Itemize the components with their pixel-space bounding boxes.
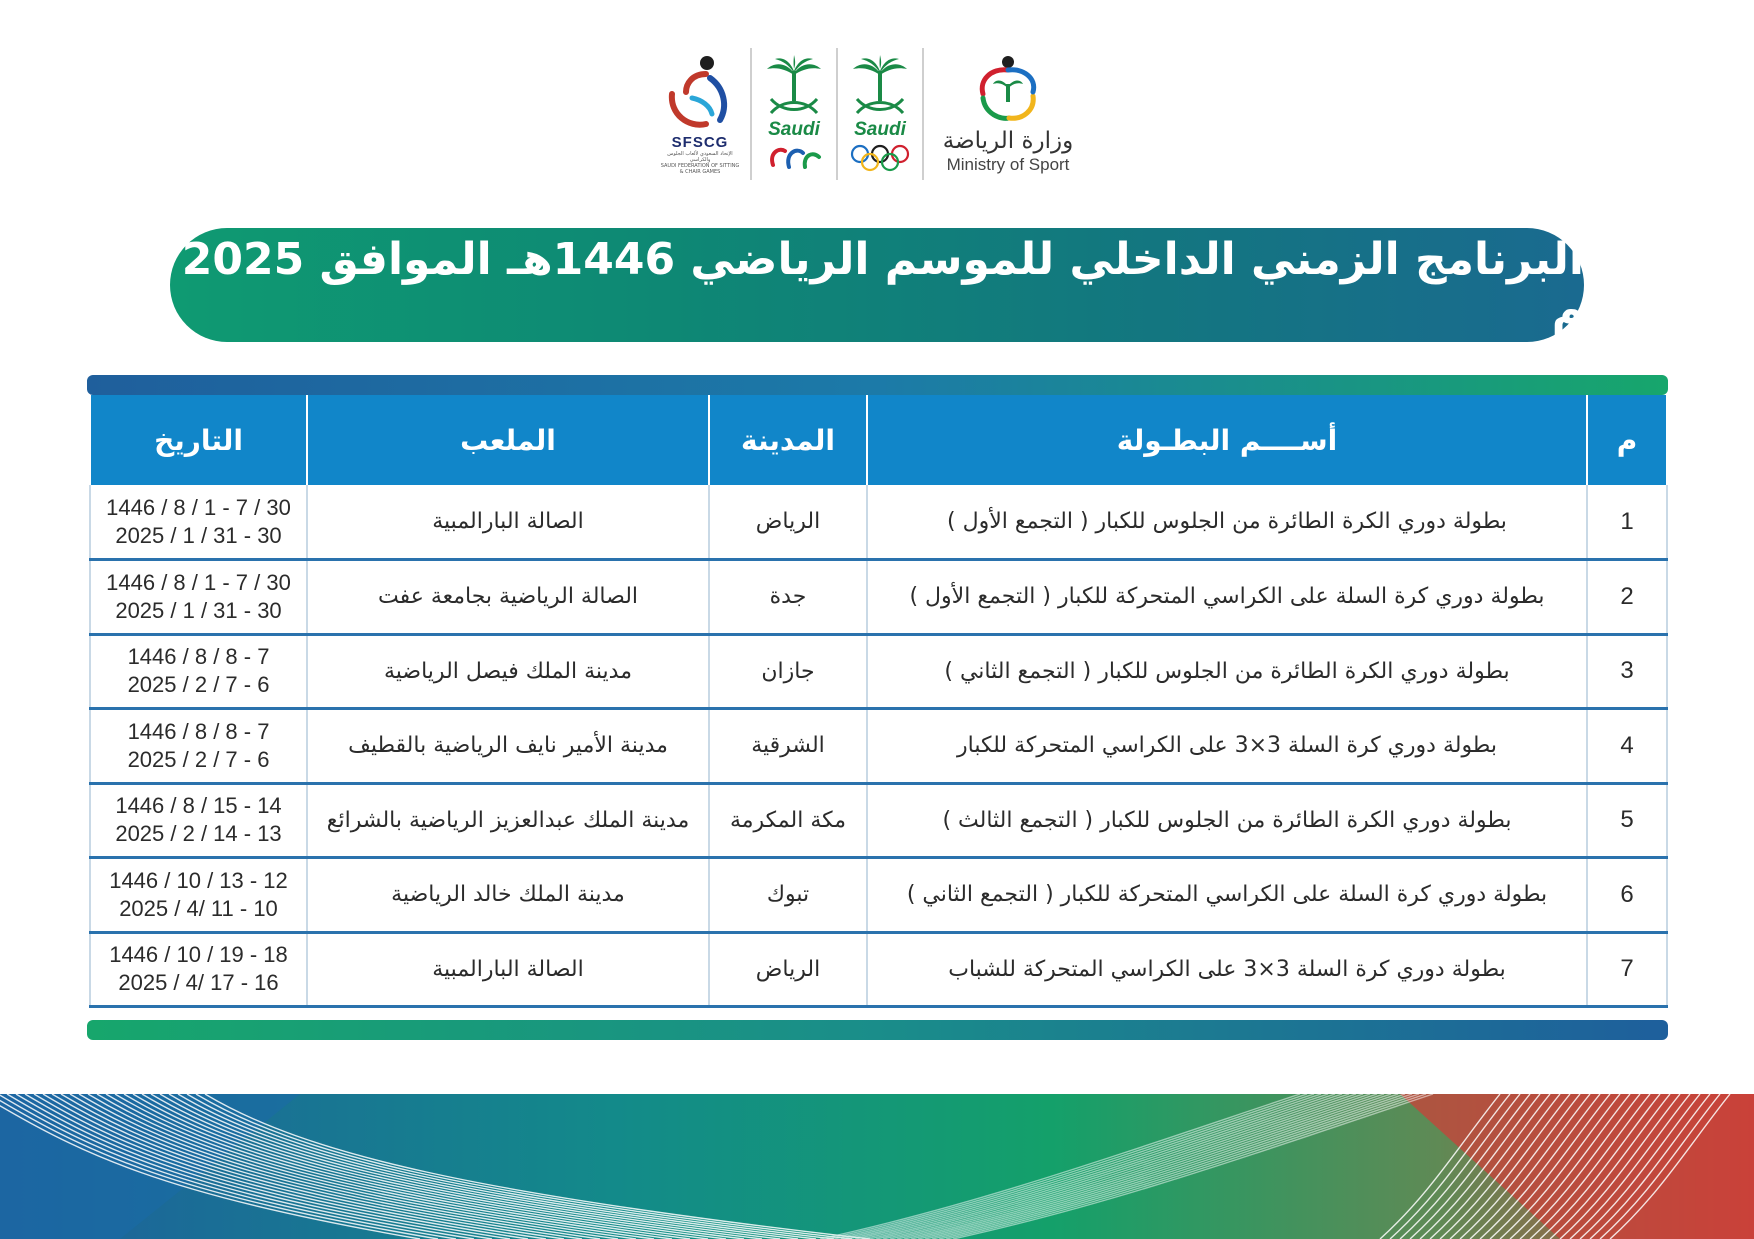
city: الرياض bbox=[709, 485, 867, 560]
table-row bbox=[90, 709, 1667, 784]
date-cell bbox=[90, 485, 307, 560]
city: جدة bbox=[709, 560, 867, 635]
hijri-date: 1446 / 8 / 8 - 7 bbox=[127, 644, 270, 670]
gregorian-date: 2025 / 4/ 11 - 10 bbox=[119, 895, 278, 921]
city: مكة المكرمة bbox=[709, 783, 867, 858]
date-cell bbox=[90, 560, 307, 635]
sfscg-english-name: SAUDI FEDERATION OF SITTING & CHAIR GAMES bbox=[660, 162, 740, 175]
row-number: 5 bbox=[1587, 783, 1667, 858]
row-number: 6 bbox=[1587, 858, 1667, 933]
header-venue: الملعب bbox=[307, 395, 709, 485]
saudi-olympic-logo bbox=[848, 44, 912, 184]
hijri-date: 1446 / 8 / 15 - 14 bbox=[115, 793, 282, 819]
date-cell bbox=[90, 634, 307, 709]
header-city: المدينة bbox=[709, 395, 867, 485]
championship-name: بطولة دوري الكرة الطائرة من الجلوس للكبار ( التجمع الأول ) bbox=[867, 485, 1587, 560]
table-header-row bbox=[90, 395, 1667, 485]
saudi-wordmark: Saudi bbox=[854, 119, 906, 140]
ministry-name-arabic: وزارة الرياضة bbox=[942, 127, 1074, 154]
sfscg-abbreviation: SFSCG bbox=[671, 133, 729, 151]
championship-name: بطولة دوري الكرة الطائرة من الجلوس للكبار ( التجمع الثالث ) bbox=[867, 783, 1587, 858]
gregorian-date: 2025 / 1 / 31 - 30 bbox=[115, 597, 282, 623]
date-cell bbox=[90, 783, 307, 858]
row-number: 1 bbox=[1587, 485, 1667, 560]
header-date: التاريخ bbox=[90, 395, 307, 485]
championship-name: بطولة دوري الكرة الطائرة من الجلوس للكبار ( التجمع الثاني ) bbox=[867, 634, 1587, 709]
hijri-date: 1446 / 10 / 13 - 12 bbox=[109, 867, 288, 893]
saudi-paralympic-logo bbox=[762, 44, 826, 184]
venue: مدينة الملك عبدالعزيز الرياضية بالشرائع bbox=[307, 783, 709, 858]
championship-name: بطولة دوري كرة السلة 3×3 على الكراسي المتحركة للشباب bbox=[867, 932, 1587, 1007]
championship-name: بطولة دوري كرة السلة على الكراسي المتحركة للكبار ( التجمع الأول ) bbox=[867, 560, 1587, 635]
schedule-table bbox=[89, 395, 1668, 1008]
championship-name: بطولة دوري كرة السلة على الكراسي المتحركة للكبار ( التجمع الثاني ) bbox=[867, 858, 1587, 933]
gregorian-date: 2025 / 2 / 14 - 13 bbox=[115, 821, 282, 847]
venue: الصالة البارالمبية bbox=[307, 485, 709, 560]
table-row bbox=[90, 858, 1667, 933]
venue: مدينة الملك خالد الرياضية bbox=[307, 858, 709, 933]
hijri-date: 1446 / 8 / 1 - 7 / 30 bbox=[106, 569, 291, 595]
paralympic-agitos-icon bbox=[763, 143, 825, 173]
hijri-date: 1446 / 10 / 19 - 18 bbox=[109, 942, 288, 968]
header-championship: أســــم البطـولة bbox=[867, 395, 1587, 485]
table-row bbox=[90, 783, 1667, 858]
table-row bbox=[90, 560, 1667, 635]
logo-divider bbox=[836, 48, 838, 180]
hijri-date: 1446 / 8 / 8 - 7 bbox=[127, 718, 270, 744]
date-cell bbox=[90, 932, 307, 1007]
championship-name: بطولة دوري كرة السلة 3×3 على الكراسي المتحركة للكبار bbox=[867, 709, 1587, 784]
header-number: م bbox=[1587, 395, 1667, 485]
city: الشرقية bbox=[709, 709, 867, 784]
sfscg-emblem-icon bbox=[662, 54, 738, 132]
logo-strip bbox=[660, 44, 1100, 184]
palm-swords-icon bbox=[849, 55, 911, 121]
sfscg-arabic-name: الإتحاد السعودي لألعاب الجلوس والكراسي bbox=[667, 150, 733, 163]
palm-swords-icon bbox=[763, 55, 825, 121]
venue: مدينة الأمير نايف الرياضية بالقطيف bbox=[307, 709, 709, 784]
venue: مدينة الملك فيصل الرياضية bbox=[307, 634, 709, 709]
row-number: 4 bbox=[1587, 709, 1667, 784]
decorative-wave-footer bbox=[0, 1094, 1754, 1239]
date-cell bbox=[90, 858, 307, 933]
table-top-bar bbox=[87, 375, 1668, 395]
gregorian-date: 2025 / 2 / 7 - 6 bbox=[127, 672, 270, 698]
table-row bbox=[90, 932, 1667, 1007]
logo-divider bbox=[922, 48, 924, 180]
venue: الصالة الرياضية بجامعة عفت bbox=[307, 560, 709, 635]
logo-divider bbox=[750, 48, 752, 180]
table-bottom-bar bbox=[87, 1020, 1668, 1040]
gregorian-date: 2025 / 2 / 7 - 6 bbox=[127, 746, 270, 772]
city: تبوك bbox=[709, 858, 867, 933]
table-row bbox=[90, 485, 1667, 560]
city: جازان bbox=[709, 634, 867, 709]
row-number: 2 bbox=[1587, 560, 1667, 635]
table-row bbox=[90, 634, 1667, 709]
title-banner bbox=[170, 228, 1584, 342]
gregorian-date: 2025 / 1 / 31 - 30 bbox=[115, 522, 282, 548]
ministry-emblem-icon bbox=[971, 54, 1045, 124]
olympic-rings-icon bbox=[849, 143, 911, 173]
saudi-wordmark: Saudi bbox=[768, 119, 820, 140]
row-number: 3 bbox=[1587, 634, 1667, 709]
city: الرياض bbox=[709, 932, 867, 1007]
hijri-date: 1446 / 8 / 1 - 7 / 30 bbox=[106, 494, 291, 520]
date-cell bbox=[90, 709, 307, 784]
sfscg-logo bbox=[660, 44, 740, 184]
ministry-of-sport-logo bbox=[934, 44, 1082, 184]
ministry-name-english: Ministry of Sport bbox=[946, 154, 1070, 174]
gregorian-date: 2025 / 4/ 17 - 16 bbox=[118, 970, 279, 996]
row-number: 7 bbox=[1587, 932, 1667, 1007]
venue: الصالة البارالمبية bbox=[307, 932, 709, 1007]
page-title: البرنامج الزمني الداخلي للموسم الرياضي 1446هـ الموافق 2025 م bbox=[181, 234, 1584, 336]
